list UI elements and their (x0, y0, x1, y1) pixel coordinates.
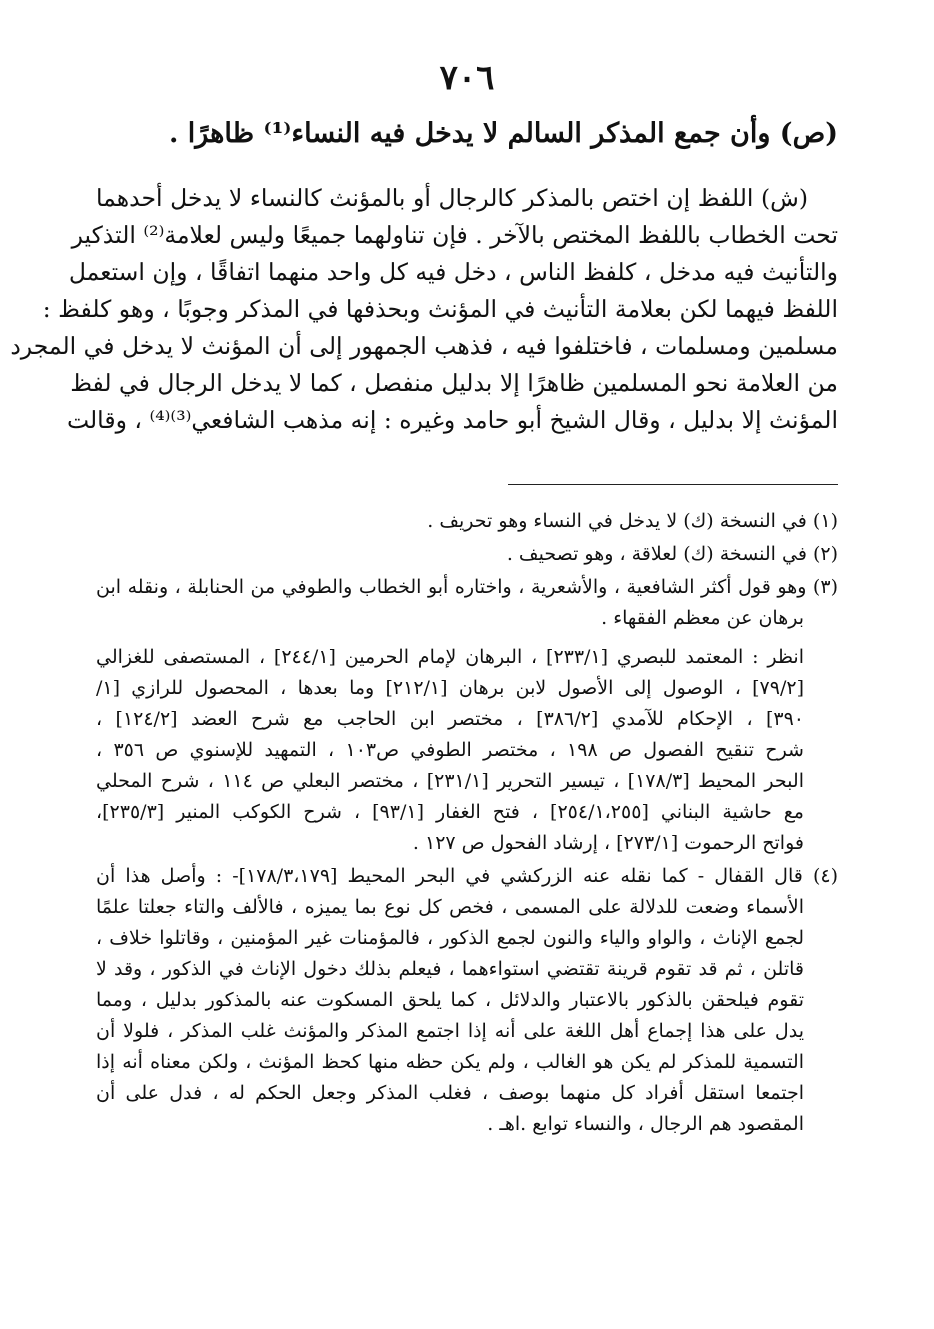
main-text (10, 180, 838, 439)
footnote-1 (96, 506, 838, 537)
footnote-references (96, 642, 838, 859)
section-heading: (ص) وأن جمع المذكر السالم لا يدخل فيه النساء⁽¹⁾ ظاهرًا . (168, 118, 838, 149)
footnotes (96, 506, 838, 1142)
footnote-line: يدل على هذا إجماع أهل اللغة على أنه إذا اجتمع المذكر والمؤنث غلب المذكر ، فلولا أن (96, 1020, 804, 1042)
reference-line: شرح تنقيح الفصول ص ١٩٨ ، مختصر الطوفي ص١٠٣ ، التمهيد للإسنوي ص ٣٥٦ ، (96, 739, 804, 761)
reference-line: ٣٩٠] ، الإحكام للآمدي [٣٨٦/٢] ، مختصر ابن الحاجب مع شرح العضد [١٢٤/٢] ، (96, 708, 805, 730)
reference-line: [٧٩/٢] ، الوصول إلى الأصول لابن برهان [٢١٢/١] وما بعدها ، المحصول للرازي [١/ (96, 677, 804, 699)
footnote-line: اجتمعا استقل أفراد كل منهما بوصف ، فغلب المذكر وجعل الحكم له ، فدل على أن (96, 1082, 804, 1104)
footnote-3 (96, 572, 838, 859)
main-text-line: مسلمين ومسلمات ، فاختلفوا فيه ، فذهب الجمهور إلى أن المؤنث لا يدخل في المجرد (10, 332, 838, 360)
main-text-line: (ش) اللفظ إن اختص بالمذكر كالرجال أو بالمؤنث كالنساء لا يدخل أحدهما (96, 184, 808, 212)
footnote-line: قاتلن ، ثم قد تقوم قرينة تقتضي استواءهما ، فيعلم بذلك دخول الإناث في الذكور ، وقد لا (96, 958, 804, 980)
footnote-line: (٢) في النسخة (ك) لعلاقة ، وهو تصحيف . (506, 543, 838, 565)
footnote-line: التسمية للمذكر لم يكن هو الغالب ، ولم يكن حظه منها كحظ المؤنث ، ولكن معناه أنه إذا (96, 1051, 804, 1073)
reference-line: فواتح الرحموت [٢٧٣/١] ، إرشاد الفحول ص ١٢٧ . (412, 832, 804, 854)
main-text-line: تحت الخطاب باللفظ المختص بالآخر . فإن تناولهما جميعًا وليس لعلامة⁽²⁾ التذكير (71, 221, 838, 249)
main-text-line: اللفظ فيهما لكن بعلامة التأنيث في المؤنث وبحذفها في المذكر وجوبًا ، وهو كلفظ : (42, 295, 838, 323)
footnote-line: الأسماء وضعت للدلالة على المسمى ، فخص كل نوع بما يميزه ، فالألف والتاء جعلتا علمًا (96, 896, 804, 918)
footnote-line: (٣) وهو قول أكثر الشافعية ، والأشعرية ، واختاره أبو الخطاب والطوفي من الحنابلة ، ونقله ابن (96, 576, 838, 598)
main-text-line: من العلامة نحو المسلمين ظاهرًا إلا بدليل منفصل ، كما لا يدخل الرجال في لفظ (70, 369, 838, 397)
reference-line: مع حاشية البناني [٢٥٤/١،٢٥٥] ، فتح الغفار [٩٣/١] ، شرح الكوكب المنير [٢٣٥/٣]، (96, 801, 804, 823)
main-text-line: والتأنيث فيه مدخل ، كلفظ الناس ، دخل فيه كل واحد منهما اتفاقًا ، وإن استعمل (68, 258, 838, 286)
footnote-4 (96, 861, 838, 1140)
footnote-line: برهان عن معظم الفقهاء . (601, 607, 804, 629)
footnote-line: تقوم فيلحقن بالذكور بالاعتبار والدلائل ، كما يلحق المسكوت عنه بالمذكور بدليل ، ومما (96, 989, 804, 1011)
page-number: ٧٠٦ (439, 58, 495, 98)
footnote-divider (508, 484, 838, 485)
footnote-line: (٤) قال القفال - كما نقله عنه الزركشي في البحر المحيط [١٧٨/٣،١٧٩]- : وأصل هذا أن (96, 865, 838, 887)
footnote-line: (١) في النسخة (ك) لا يدخل في النساء وهو تحريف . (427, 510, 838, 532)
footnote-line: لجمع الإناث ، والواو والياء والنون لجمع الذكور ، فالمؤمنات غير المؤمنين ، وقاتلوا خلاف ، (96, 927, 804, 949)
footnote-line: المقصود هم الرجال ، والنساء توابع .اهـ . (487, 1113, 804, 1135)
footnote-2 (96, 539, 838, 570)
reference-line: البحر المحيط [١٧٨/٣] ، تيسير التحرير [٢٣١/١] ، مختصر البعلي ص ١١٤ ، شرح المحلي (96, 770, 804, 792)
main-text-line: المؤنث إلا بدليل ، وقال الشيخ أبو حامد وغيره : إنه مذهب الشافعي⁽³⁾⁽⁴⁾ ، وقالت (66, 406, 838, 434)
reference-line: انظر : المعتمد للبصري [٢٣٣/١] ، البرهان لإمام الحرمين [٢٤٤/١] ، المستصفى للغزالي (96, 646, 804, 668)
